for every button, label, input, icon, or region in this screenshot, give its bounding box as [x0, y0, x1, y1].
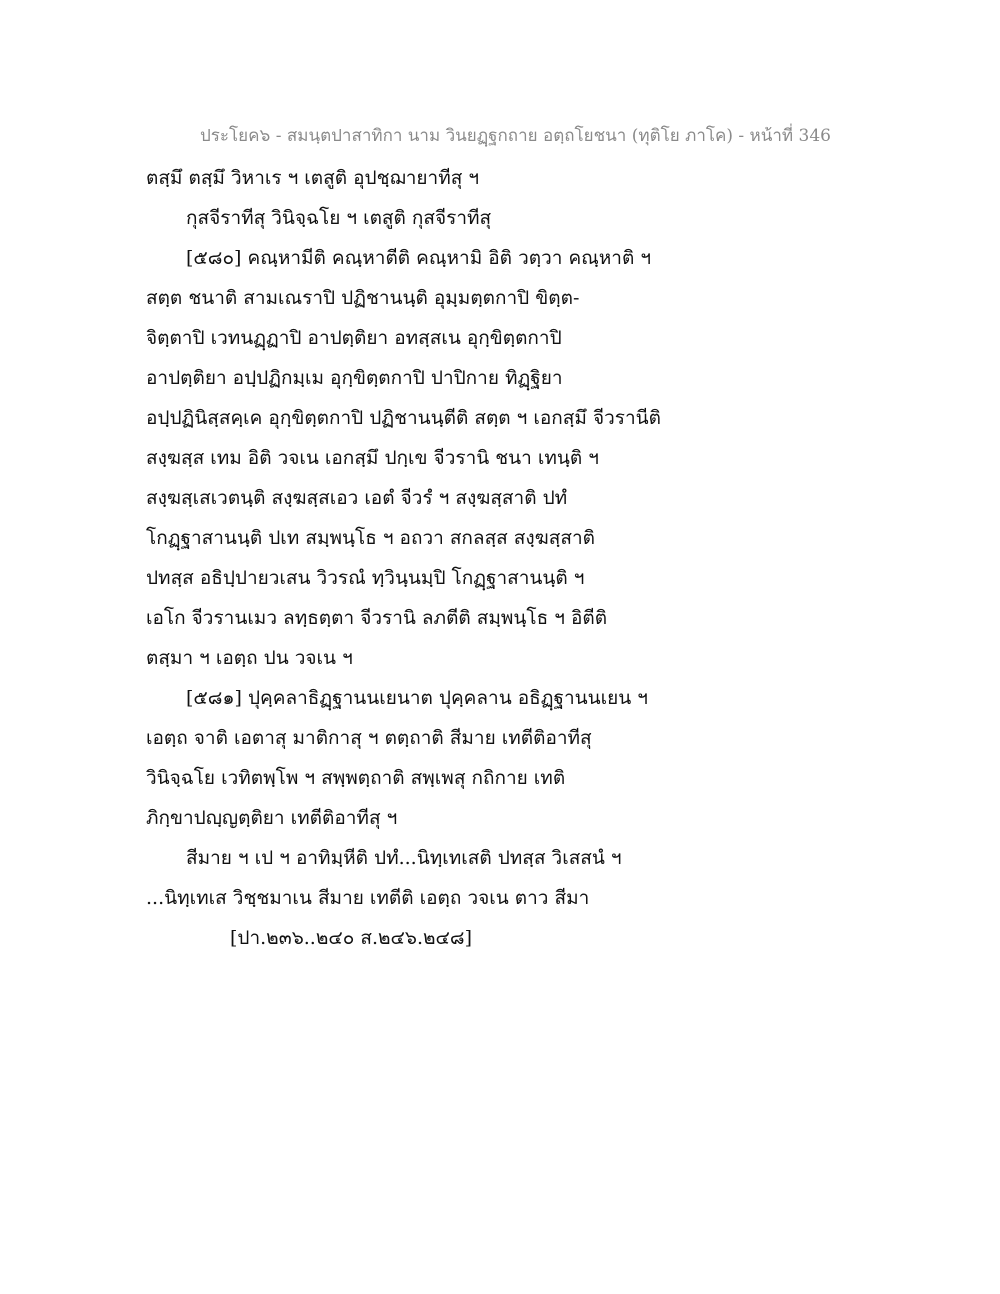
text-line: อาปตฺติยา อปฺปฏิกมฺเม อุกฺขิตฺตกาปิ ปาปิกาย ทิฏฺฐิยา	[146, 367, 563, 389]
page-header: ประโยค๖ - สมนฺตปาสาทิกา นาม วินยฏฺฐกถาย อตฺถโยชนา (ทุติโย ภาโค) - หน้าที่ 346	[200, 126, 831, 146]
text-line: เอโก จีวรานเมว ลทฺธตฺตา จีวรานิ ลภตีติ สมฺพนฺโธ ฯ อิตีติ	[146, 607, 608, 629]
text-line: วินิจฺฉโย เวทิตพฺโพ ฯ สพฺพตฺถาติ สพฺเพสุ กถิกาย เทติ	[146, 767, 566, 789]
text-line: เอตฺถ จาติ เอตาสุ มาติกาสุ ฯ ตตฺถาติ สีมาย เทตีติอาทีสุ	[146, 727, 592, 749]
body-text	[146, 158, 946, 958]
reference-note: [ปา.๒๓๖..๒๔๐ ส.๒๔๖.๒๔๘]	[230, 927, 472, 949]
text-line: ตสฺมา ฯ เอตฺถ ปน วจเน ฯ	[146, 647, 353, 669]
text-line: ภิกฺขาปญฺญตฺติยา เทตีติอาทีสุ ฯ	[146, 807, 398, 829]
text-line: สตฺต ชนาติ สามเณราปิ ปฏิชานนฺติ อุมฺมตฺตกาปิ ขิตฺต-	[146, 287, 580, 309]
text-line: ปทสฺส อธิปฺปายวเสน วิวรณํ ทฺวินฺนมฺปิ โกฏฺฐาสานนฺติ ฯ	[146, 567, 585, 589]
text-line: โกฏฺฐาสานนฺติ ปเท สมฺพนฺโธ ฯ อถวา สกลสฺส สงฺฆสฺสาติ	[146, 527, 595, 549]
text-line: ตสฺมึ ตสฺมึ วิหาเร ฯ เตสูติ อุปชฺฌายาทีสุ ฯ	[146, 167, 480, 189]
text-line: จิตฺตาปิ เวทนฏฺฏาปิ อาปตฺติยา อทสฺสเน อุกฺขิตฺตกาปิ	[146, 327, 562, 349]
text-line: สงฺฆสฺเสเวตนฺติ สงฺฆสฺสเอว เอตํ จีวรํ ฯ สงฺฆสฺสาติ ปทํ	[146, 487, 568, 509]
text-line: อปฺปฏินิสฺสคฺเค อุกฺขิตฺตกาปิ ปฏิชานนฺตีติ สตฺต ฯ เอกสฺมึ จีวรานีติ	[146, 407, 661, 429]
text-line: กุสจีราทีสุ วินิจฺฉโย ฯ เตสูติ กุสจีราทีสุ	[186, 207, 492, 229]
text-line: สีมาย ฯ เป ฯ อาทิมฺหีติ ปทํ...นิทฺเทเสติ ปทสฺส วิเสสนํ ฯ	[186, 847, 622, 869]
text-line: ...นิทฺเทเส วิชฺชมาเน สีมาย เทตีติ เอตฺถ วจเน ตาว สีมา	[146, 887, 590, 909]
paragraph-580-start: [๕๘๐] คณฺหามีติ คณฺหาตีติ คณฺหามิ อิติ วตฺวา คณฺหาติ ฯ	[186, 247, 652, 269]
text-line: สงฺฆสฺส เทม อิติ วจเน เอกสฺมึ ปกฺเข จีวรานิ ชนา เทนฺติ ฯ	[146, 447, 599, 469]
paragraph-581-start: [๕๘๑] ปุคฺคลาธิฏฺฐานนเยนาต ปุคฺคลาน อธิฏฺฐานนเยน ฯ	[186, 687, 648, 709]
